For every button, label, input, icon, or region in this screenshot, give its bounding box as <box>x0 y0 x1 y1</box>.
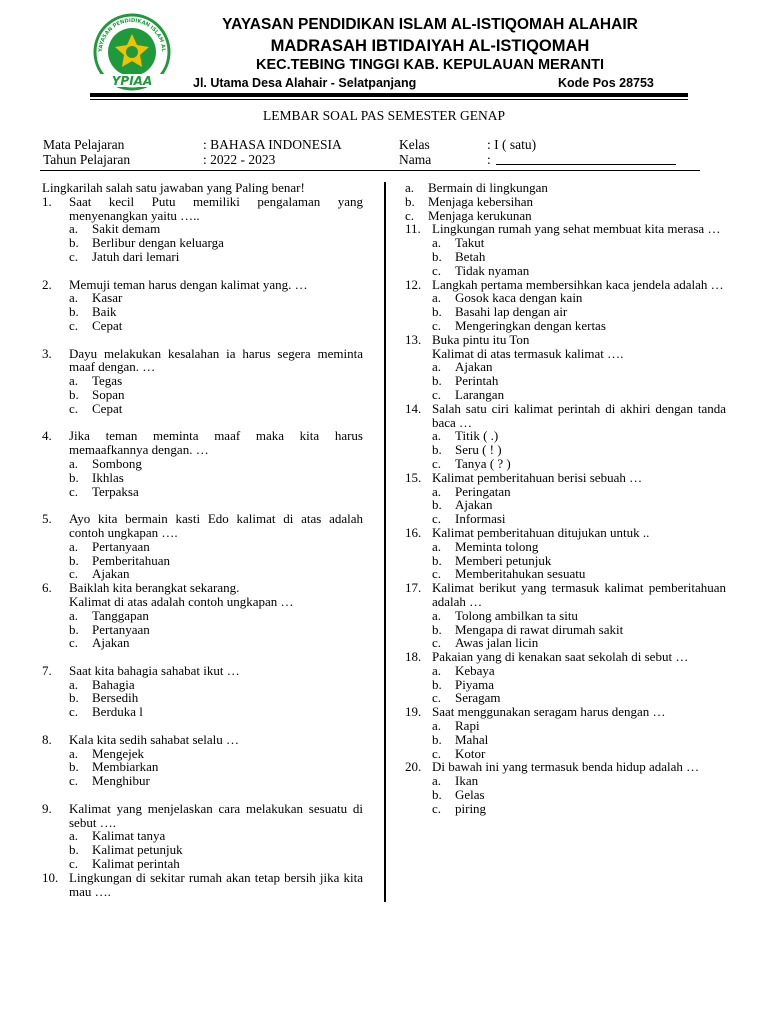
right-question-column <box>405 181 726 816</box>
question-item <box>405 471 726 526</box>
class-value: : I ( satu) <box>487 137 537 152</box>
answer-option <box>69 388 363 402</box>
class-label: Kelas <box>399 137 430 152</box>
answer-option <box>432 678 726 692</box>
left-question-column <box>42 181 363 898</box>
answer-option <box>69 305 363 319</box>
name-blank-line <box>496 164 676 165</box>
option-letter: a. <box>69 828 79 844</box>
option-text: Menjaga kerukunan <box>428 207 532 223</box>
question-text: Pakaian yang di kenakan saat sekolah di sebut … <box>432 649 689 665</box>
year-value: : 2022 - 2023 <box>203 152 276 167</box>
school-name: MADRASAH IBTIDAIYAH AL-ISTIQOMAH <box>270 37 590 55</box>
option-letter: c. <box>69 483 79 499</box>
option-text: Meminta tolong <box>455 538 539 554</box>
option-text: Ikhlas <box>92 469 124 485</box>
option-text: Mengapa di rawat dirumah sakit <box>455 621 624 637</box>
option-letter: c. <box>69 856 79 872</box>
option-text: Tanya ( ? ) <box>455 455 511 471</box>
answer-option <box>432 788 726 802</box>
school-logo <box>92 12 172 92</box>
answer-options <box>432 664 726 705</box>
option-text: Kebaya <box>455 662 495 678</box>
option-letter: c. <box>69 317 79 333</box>
option-letter: b. <box>432 552 442 568</box>
name-label: Nama <box>399 152 432 167</box>
answer-option <box>432 498 726 512</box>
option-text: Bermain di lingkungan <box>428 180 548 195</box>
question-number: 20. <box>405 759 422 775</box>
answer-option <box>69 747 363 761</box>
option-letter: b. <box>405 193 415 209</box>
option-text: Ajakan <box>92 635 130 651</box>
option-letter: a. <box>69 455 79 471</box>
option-letter: a. <box>405 180 415 195</box>
question-item <box>42 664 363 719</box>
question-subtext: Kalimat di atas adalah contoh ungkapan … <box>69 593 294 609</box>
answer-option <box>432 554 726 568</box>
header-divider-thin <box>90 99 688 100</box>
answer-options <box>69 829 363 870</box>
option-letter: b. <box>432 304 442 320</box>
answer-option <box>69 554 363 568</box>
spacer <box>42 416 363 430</box>
answer-options <box>432 540 726 581</box>
answer-option <box>69 291 363 305</box>
option-text: Kalimat petunjuk <box>92 842 183 858</box>
question-number: 3. <box>42 345 52 361</box>
option-letter: b. <box>432 731 442 747</box>
answer-option <box>69 691 363 705</box>
answer-option <box>405 195 726 209</box>
answer-option <box>69 222 363 236</box>
option-text: Membiarkan <box>92 759 159 775</box>
answer-option <box>405 209 726 223</box>
option-letter: a. <box>432 359 442 375</box>
answer-option <box>69 636 363 650</box>
option-text: Ajakan <box>455 359 493 375</box>
answer-option <box>432 802 726 816</box>
answer-options <box>69 457 363 498</box>
answer-option <box>432 512 726 526</box>
option-letter: b. <box>69 304 79 320</box>
question-number: 10. <box>42 869 59 885</box>
answer-options <box>432 719 726 760</box>
question-number: 12. <box>405 276 422 292</box>
option-letter: a. <box>432 662 442 678</box>
option-text: Pertanyaan <box>92 538 150 554</box>
question-item <box>42 733 363 788</box>
option-text: Gosok kaca dengan kain <box>455 290 583 306</box>
option-letter: c. <box>69 400 79 416</box>
option-text: Memberitahukan sesuatu <box>455 566 586 582</box>
option-letter: a. <box>69 676 79 692</box>
option-text: Baik <box>92 304 117 320</box>
answer-option <box>432 388 726 402</box>
answer-options <box>69 222 363 263</box>
answer-option <box>432 540 726 554</box>
question-number: 4. <box>42 428 52 444</box>
school-location: KEC.TEBING TINGGI KAB. KEPULAUAN MERANTI <box>256 57 604 73</box>
option-letter: c. <box>432 635 442 651</box>
answer-option <box>432 774 726 788</box>
option-text: Informasi <box>455 511 506 527</box>
question-text: Saat kita bahagia sahabat ikut … <box>69 662 240 678</box>
question-item <box>405 581 726 650</box>
question-text: Ayo kita bermain kasti Edo kalimat di atas adalah contoh ungkapan …. <box>69 511 363 540</box>
answer-options <box>69 678 363 719</box>
option-letter: c. <box>69 704 79 720</box>
question-text: Di bawah ini yang termasuk benda hidup adalah … <box>432 759 700 775</box>
answer-option <box>432 360 726 374</box>
option-letter: a. <box>432 428 442 444</box>
answer-option <box>405 181 726 195</box>
question-number: 17. <box>405 580 422 596</box>
question-number: 7. <box>42 662 52 678</box>
option-text: Seragam <box>455 690 501 706</box>
option-text: piring <box>455 800 487 816</box>
question-number: 13. <box>405 331 422 347</box>
answer-options <box>432 774 726 815</box>
answer-option <box>432 319 726 333</box>
option-text: Awas jalan licin <box>455 635 539 651</box>
question-number: 18. <box>405 649 422 665</box>
option-text: Menjaga kebersihan <box>428 193 534 209</box>
option-text: Takut <box>455 235 485 251</box>
question-number: 9. <box>42 800 52 816</box>
question-subtext: Kalimat di atas termasuk kalimat …. <box>432 345 624 361</box>
answer-option <box>69 402 363 416</box>
answer-option <box>69 319 363 333</box>
answer-option <box>69 609 363 623</box>
answer-option <box>69 540 363 554</box>
option-letter: c. <box>432 455 442 471</box>
option-text: Basahi lap dengan air <box>455 304 568 320</box>
answer-option <box>432 485 726 499</box>
year-label: Tahun Pelajaran <box>43 152 131 167</box>
option-text: Betah <box>455 248 486 264</box>
option-letter: a. <box>432 607 442 623</box>
option-letter: c. <box>432 690 442 706</box>
option-letter: b. <box>69 690 79 706</box>
answer-option <box>69 567 363 581</box>
option-text: Seru ( ! ) <box>455 442 502 458</box>
option-text: Cepat <box>92 317 123 333</box>
option-text: Kalimat tanya <box>92 828 166 844</box>
question-item <box>405 333 726 402</box>
option-text: Titik ( .) <box>455 428 499 444</box>
option-letter: a. <box>69 745 79 761</box>
answer-option <box>432 374 726 388</box>
spacer <box>42 333 363 347</box>
answer-option <box>69 236 363 250</box>
question-item <box>405 526 726 581</box>
answer-option <box>69 374 363 388</box>
school-address: Jl. Utama Desa Alahair - Selatpanjang <box>193 76 417 90</box>
option-letter: c. <box>432 800 442 816</box>
spacer <box>42 650 363 664</box>
option-letter: a. <box>69 221 79 237</box>
answer-options <box>69 374 363 415</box>
option-text: Sakit demam <box>92 221 161 237</box>
option-text: Jatuh dari lemari <box>92 248 180 264</box>
answer-options <box>69 609 363 650</box>
question-item <box>405 278 726 333</box>
option-letter: c. <box>432 317 442 333</box>
question-text: Kalimat berikut yang termasuk kalimat pemberitahuan adalah … <box>432 580 726 609</box>
question-text: Buka pintu itu Ton <box>432 331 530 347</box>
question-item <box>42 871 363 899</box>
option-text: Ajakan <box>455 497 493 513</box>
option-text: Gelas <box>455 787 485 803</box>
option-letter: c. <box>432 745 442 761</box>
answer-option <box>432 747 726 761</box>
answer-option <box>432 664 726 678</box>
option-text: Pertanyaan <box>92 621 150 637</box>
option-letter: b. <box>432 373 442 389</box>
option-text: Bahagia <box>92 676 135 692</box>
subject-value: : BAHASA INDONESIA <box>203 137 342 152</box>
question-item <box>405 650 726 705</box>
spacer <box>42 264 363 278</box>
option-letter: b. <box>69 386 79 402</box>
question-number: 19. <box>405 704 422 720</box>
answer-options <box>432 236 726 277</box>
logo-ring-text: YAYASAN PENDIDIKAN ISLAM AL <box>97 17 167 53</box>
answer-options <box>432 609 726 650</box>
option-letter: b. <box>69 469 79 485</box>
foundation-name: YAYASAN PENDIDIKAN ISLAM AL-ISTIQOMAH ALAHAIR <box>222 16 638 33</box>
answer-option <box>432 457 726 471</box>
question-number: 16. <box>405 524 422 540</box>
question-text: Kala kita sedih sahabat selalu … <box>69 731 240 747</box>
question-text: Langkah pertama membersihkan kaca jendela adalah … <box>432 276 724 292</box>
answer-option <box>432 691 726 705</box>
option-text: Piyama <box>455 676 494 692</box>
question-item <box>405 222 726 277</box>
answer-option <box>69 623 363 637</box>
question-item <box>42 278 363 333</box>
question-item <box>405 705 726 760</box>
answer-option <box>69 843 363 857</box>
answer-option <box>69 457 363 471</box>
question-text: Memuji teman harus dengan kalimat yang. … <box>69 276 308 292</box>
option-letter: c. <box>405 207 415 223</box>
question-number: 6. <box>42 580 52 596</box>
option-text: Terpaksa <box>92 483 139 499</box>
option-text: Perintah <box>455 373 499 389</box>
option-text: Ikan <box>455 773 479 789</box>
answer-option <box>432 636 726 650</box>
question-number: 2. <box>42 276 52 292</box>
option-letter: a. <box>69 538 79 554</box>
option-letter: b. <box>432 248 442 264</box>
option-letter: a. <box>432 773 442 789</box>
postcode: Kode Pos 28753 <box>558 76 654 90</box>
option-letter: a. <box>432 235 442 251</box>
answer-option <box>69 705 363 719</box>
answer-option <box>69 485 363 499</box>
option-letter: c. <box>69 248 79 264</box>
option-letter: b. <box>432 442 442 458</box>
spacer <box>42 788 363 802</box>
option-text: Kotor <box>455 745 486 761</box>
question-text: Lingkungan di sekitar rumah akan tetap bersih jika kita mau …. <box>69 869 363 899</box>
question-text: Jika teman meminta maaf maka kita harus memaafkannya dengan. … <box>69 428 363 458</box>
option-letter: b. <box>69 842 79 858</box>
question-text: Lingkungan rumah yang sehat membuat kita merasa … <box>432 221 721 237</box>
question-number: 14. <box>405 400 422 416</box>
answer-option <box>69 829 363 843</box>
option-text: Tolong ambilkan ta situ <box>455 607 578 623</box>
question-text: Kalimat pemberitahuan ditujukan untuk .. <box>432 524 650 540</box>
option-letter: b. <box>69 759 79 775</box>
question-number: 1. <box>42 193 52 209</box>
answer-options <box>432 429 726 470</box>
question-number: 8. <box>42 731 52 747</box>
answer-option <box>432 443 726 457</box>
answer-option <box>432 429 726 443</box>
spacer <box>42 719 363 733</box>
question-item <box>42 429 363 498</box>
answer-option <box>432 719 726 733</box>
question-item <box>42 581 363 650</box>
page-title: LEMBAR SOAL PAS SEMESTER GENAP <box>262 108 506 123</box>
answer-options <box>69 540 363 581</box>
option-letter: b. <box>69 235 79 251</box>
option-letter: c. <box>69 773 79 789</box>
instruction: Lingkarilah salah satu jawaban yang Paling benar! <box>42 180 305 195</box>
answer-option <box>69 774 363 788</box>
answer-option <box>432 250 726 264</box>
question-item <box>42 512 363 581</box>
option-letter: c. <box>432 511 442 527</box>
option-letter: b. <box>69 621 79 637</box>
answer-option <box>432 623 726 637</box>
answer-options <box>432 360 726 401</box>
question-number: 15. <box>405 469 422 485</box>
answer-option <box>432 733 726 747</box>
option-text: Memberi petunjuk <box>455 552 552 568</box>
question-text: Kalimat yang menjelaskan cara melakukan sesuatu di sebut …. <box>69 800 363 830</box>
option-letter: a. <box>69 607 79 623</box>
answer-option <box>432 236 726 250</box>
question-item <box>405 760 726 815</box>
question-text: Saat kecil Putu memiliki pengalaman yang menyenangkan yaitu ….. <box>69 193 363 223</box>
question-item <box>42 195 363 264</box>
option-letter: c. <box>69 635 79 651</box>
option-letter: b. <box>69 552 79 568</box>
info-divider <box>40 170 700 171</box>
option-text: Mahal <box>455 731 489 747</box>
answer-options <box>69 291 363 332</box>
option-letter: c. <box>432 262 442 278</box>
answer-option <box>69 760 363 774</box>
subject-label: Mata Pelajaran <box>43 137 125 152</box>
option-text: Menghibur <box>92 773 150 789</box>
header-divider <box>90 93 688 97</box>
option-text: Berlibur dengan keluarga <box>92 235 224 251</box>
option-text: Peringatan <box>455 483 511 499</box>
answer-option <box>69 857 363 871</box>
question-item <box>42 347 363 416</box>
answer-option <box>432 609 726 623</box>
option-text: Tanggapan <box>92 607 149 623</box>
answer-option <box>69 678 363 692</box>
answer-options <box>432 485 726 526</box>
answer-option <box>69 250 363 264</box>
question-item <box>42 802 363 871</box>
column-divider <box>384 182 386 902</box>
answer-option <box>432 264 726 278</box>
name-value: : <box>487 152 491 167</box>
option-text: Bersedih <box>92 690 139 706</box>
question-item <box>405 402 726 471</box>
option-text: Cepat <box>92 400 123 416</box>
option-letter: a. <box>432 483 442 499</box>
option-letter: a. <box>432 538 442 554</box>
option-text: Mengeringkan dengan kertas <box>455 317 606 333</box>
option-letter: c. <box>432 386 442 402</box>
option-text: Larangan <box>455 386 505 402</box>
answer-options <box>69 747 363 788</box>
option-letter: b. <box>432 497 442 513</box>
answer-option <box>432 567 726 581</box>
answer-options <box>432 291 726 332</box>
option-letter: b. <box>432 676 442 692</box>
option-letter: a. <box>69 290 79 306</box>
question-number: 11. <box>405 221 421 237</box>
question-text: Kalimat pemberitahuan berisi sebuah … <box>432 469 643 485</box>
question-text: Dayu melakukan kesalahan ia harus segera meminta maaf dengan. … <box>69 345 363 375</box>
option-letter: c. <box>432 566 442 582</box>
answer-option <box>69 471 363 485</box>
option-text: Sombong <box>92 455 142 471</box>
option-letter: b. <box>432 621 442 637</box>
option-text: Kasar <box>92 290 123 306</box>
question-number: 5. <box>42 511 52 527</box>
question-text: Salah satu ciri kalimat perintah di akhiri dengan tanda baca … <box>432 400 726 430</box>
option-letter: c. <box>69 566 79 582</box>
spacer <box>42 498 363 512</box>
option-text: Kalimat perintah <box>92 856 180 872</box>
option-text: Sopan <box>92 386 125 402</box>
question-text: Saat menggunakan seragam harus dengan … <box>432 704 666 720</box>
option-letter: a. <box>432 718 442 734</box>
option-letter: a. <box>69 373 79 389</box>
option-text: Mengejek <box>92 745 144 761</box>
option-text: Berduka l <box>92 704 143 720</box>
option-letter: a. <box>432 290 442 306</box>
logo-text: YPIAA <box>111 74 153 88</box>
question-text: Baiklah kita berangkat sekarang. <box>69 580 240 596</box>
option-text: Ajakan <box>92 566 130 582</box>
option-text: Tegas <box>92 373 123 389</box>
option-letter: b. <box>432 787 442 803</box>
option-text: Tidak nyaman <box>455 262 530 278</box>
option-text: Rapi <box>455 718 480 734</box>
answer-option <box>432 291 726 305</box>
answer-option <box>432 305 726 319</box>
option-text: Pemberitahuan <box>92 552 170 568</box>
